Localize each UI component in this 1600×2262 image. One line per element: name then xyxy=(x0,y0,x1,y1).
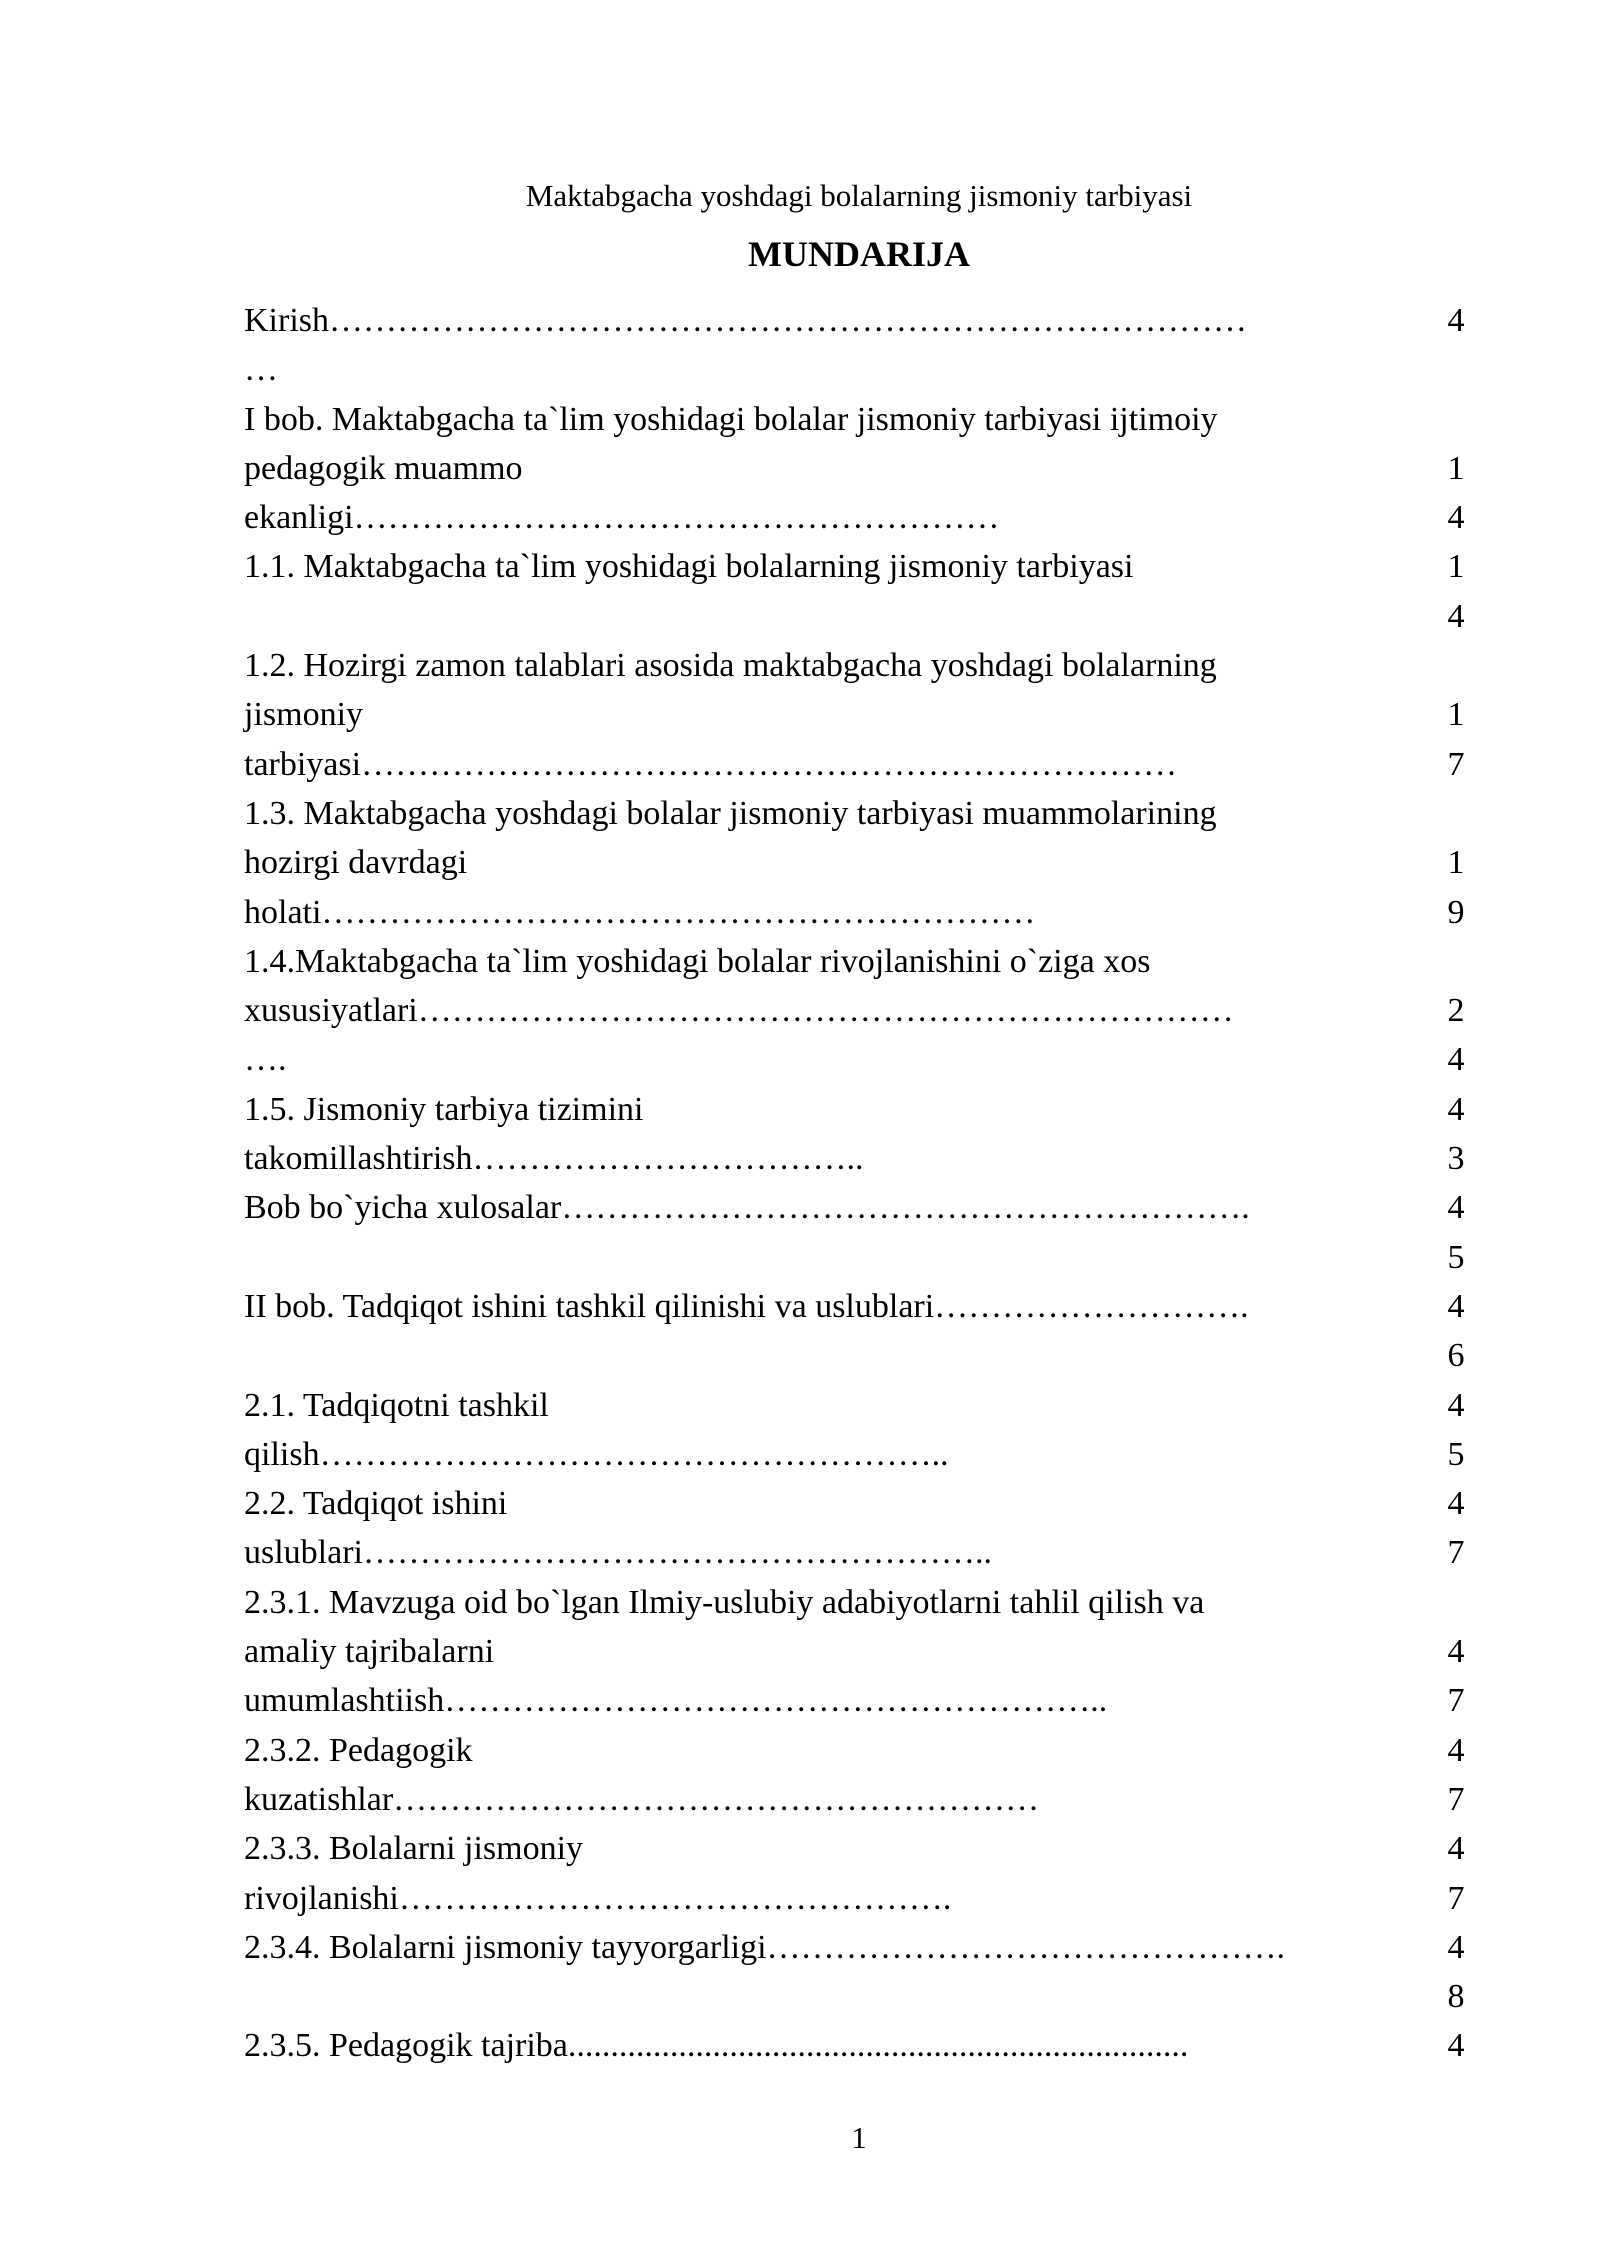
toc-line xyxy=(244,1430,1476,1479)
toc-line xyxy=(244,838,1476,887)
toc-line xyxy=(244,986,1476,1035)
toc-line xyxy=(244,444,1476,493)
toc-line-text: amaliy tajribalarni xyxy=(244,1633,495,1671)
toc-line-page: 4 xyxy=(1447,597,1465,635)
toc-line-text: 2.2. Tadqiqot ishini xyxy=(244,1485,508,1523)
toc-line xyxy=(244,1726,1476,1775)
toc-line-text: rivojlanishi…………………………………………. xyxy=(244,1879,952,1917)
document-header: Maktabgacha yoshdagi bolalarning jismoniy tarbiyasi xyxy=(525,178,1193,213)
toc-line xyxy=(244,1528,1476,1577)
toc-line-text: … xyxy=(244,351,278,389)
toc-line-text: uslublari……………………………………………….. xyxy=(244,1534,992,1572)
toc-line-text: takomillashtirish…………………………….. xyxy=(244,1140,864,1178)
toc-line-text: 2.3.1. Mavzuga oid bo`lgan Ilmiy-uslubiy adabiyotlarni tahlil qilish va xyxy=(244,1583,1205,1621)
toc-line-page: 7 xyxy=(1447,745,1465,783)
toc-line xyxy=(244,1035,1476,1084)
toc-line xyxy=(244,1775,1476,1824)
toc-line xyxy=(244,641,1476,690)
toc-line-text: 1.4.Maktabgacha ta`lim yoshidagi bolalar rivojlanishini o`ziga xos xyxy=(244,942,1151,980)
toc-line-text: 2.3.3. Bolalarni jismoniy xyxy=(244,1830,584,1868)
toc-line xyxy=(244,1183,1476,1232)
toc-line-page: 4 xyxy=(1447,1041,1465,1079)
toc-line xyxy=(244,1233,1476,1282)
toc-line-page: 8 xyxy=(1447,1978,1465,2016)
toc-line-text: pedagogik muammo xyxy=(244,449,523,487)
toc-line-text: holati……………………………………………………… xyxy=(244,893,1036,931)
toc-line-text: umumlashtiish………………………………………………….. xyxy=(244,1682,1108,1720)
toc-line xyxy=(244,1676,1476,1725)
toc-line-page: 1 xyxy=(1447,844,1465,882)
toc-line xyxy=(244,1085,1476,1134)
toc-line xyxy=(244,493,1476,542)
toc-line-text: tarbiyasi……………………………………………………………… xyxy=(244,745,1178,783)
toc-line-text: 1.3. Maktabgacha yoshdagi bolalar jismoniy tarbiyasi muammolarining xyxy=(244,794,1217,832)
toc-line-page: 4 xyxy=(1447,1830,1465,1868)
toc-line-page: 7 xyxy=(1447,1534,1465,1572)
toc-line-text: 2.3.2. Pedagogik xyxy=(244,1731,473,1769)
toc-line-page: 7 xyxy=(1447,1682,1465,1720)
toc-line xyxy=(244,888,1476,937)
toc-line-page: 3 xyxy=(1447,1140,1465,1178)
toc-line-text: hozirgi davrdagi xyxy=(244,844,468,882)
toc-line-text: xususiyatlari……………………………………………………………… xyxy=(244,992,1234,1030)
toc-line xyxy=(244,1874,1476,1923)
toc-line-text: 1.5. Jismoniy tarbiya tizimini xyxy=(244,1090,644,1128)
toc-line-page: 4 xyxy=(1447,1287,1465,1325)
toc-line xyxy=(244,1923,1476,1972)
toc-line xyxy=(244,1578,1476,1627)
toc-line-text: jismoniy xyxy=(244,696,364,734)
toc-line-page: 7 xyxy=(1447,1780,1465,1818)
toc-line-page: 4 xyxy=(1447,1189,1465,1227)
toc-line xyxy=(244,592,1476,641)
toc-line-text: 2.3.5. Pedagogik tajriba......................................................................... xyxy=(244,2027,1189,2065)
toc-line-text: ekanligi………………………………………………… xyxy=(244,499,1000,537)
toc-line-page: 4 xyxy=(1447,1485,1465,1523)
toc-line-text: 1.1. Maktabgacha ta`lim yoshidagi bolalarning jismoniy tarbiyasi xyxy=(244,548,1134,586)
toc-line-text: kuzatishlar………………………………………………… xyxy=(244,1780,1040,1818)
toc-line xyxy=(244,345,1476,394)
toc-line-page: 7 xyxy=(1447,1879,1465,1917)
toc-line xyxy=(244,1972,1476,2021)
toc-line xyxy=(244,1479,1476,1528)
toc-line-page: 2 xyxy=(1447,992,1465,1030)
toc-line-text: Bob bo`yicha xulosalar……………………………………………………. xyxy=(244,1189,1250,1227)
toc-line xyxy=(244,1381,1476,1430)
toc-line xyxy=(244,1134,1476,1183)
toc-line xyxy=(244,542,1476,591)
page-number: 1 xyxy=(851,2120,867,2155)
toc-line-page: 6 xyxy=(1447,1337,1465,1375)
toc-line-page: 4 xyxy=(1447,1633,1465,1671)
toc-line-text: II bob. Tadqiqot ishini tashkil qilinishi va uslublari………………………. xyxy=(244,1287,1249,1325)
toc-line xyxy=(244,740,1476,789)
toc-line-page: 4 xyxy=(1447,1731,1465,1769)
toc-line xyxy=(244,2021,1476,2070)
toc-line-page: 5 xyxy=(1447,1435,1465,1473)
toc-line-page: 4 xyxy=(1447,302,1465,339)
toc-line-text: qilish……………………………………………….. xyxy=(244,1435,949,1473)
toc-line-text: 1.2. Hozirgi zamon talablari asosida maktabgacha yoshdagi bolalarning xyxy=(244,647,1217,685)
toc-line-page: 5 xyxy=(1447,1238,1465,1276)
toc-line xyxy=(244,690,1476,739)
toc-line-page: 1 xyxy=(1447,449,1465,487)
toc-line xyxy=(244,937,1476,986)
toc-line-page: 4 xyxy=(1447,2027,1465,2065)
toc-line-page: 1 xyxy=(1447,548,1465,586)
toc-line xyxy=(244,1627,1476,1676)
toc-line-page: 4 xyxy=(1447,499,1465,537)
toc-title: MUNDARIJA xyxy=(748,234,970,274)
toc-line xyxy=(244,789,1476,838)
toc-line xyxy=(244,296,1476,345)
toc-line-page: 4 xyxy=(1447,1090,1465,1128)
toc-line-page: 4 xyxy=(1447,1928,1465,1966)
toc-line-page: 9 xyxy=(1447,893,1465,931)
toc-line xyxy=(244,1331,1476,1380)
toc-line-text: I bob. Maktabgacha ta`lim yoshidagi bolalar jismoniy tarbiyasi ijtimoiy xyxy=(244,400,1218,438)
table-of-contents xyxy=(244,296,1476,2071)
toc-line-page: 4 xyxy=(1447,1386,1465,1424)
toc-line-text: 2.3.4. Bolalarni jismoniy tayyorgarligi………………………………………. xyxy=(244,1928,1286,1966)
toc-line-text: …. xyxy=(244,1041,287,1079)
toc-line-text: Kirish……………………………………………………………………… xyxy=(244,302,1247,339)
toc-line xyxy=(244,1824,1476,1873)
toc-line xyxy=(244,395,1476,444)
toc-line-text: 2.1. Tadqiqotni tashkil xyxy=(244,1386,549,1424)
toc-line-page: 1 xyxy=(1447,696,1465,734)
toc-line xyxy=(244,1282,1476,1331)
